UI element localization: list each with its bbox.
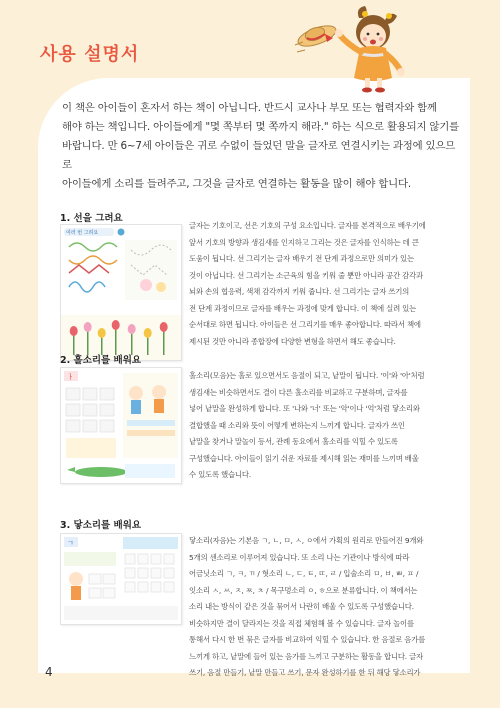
section-3-thumbnail	[60, 533, 182, 625]
girl-illustration	[255, 0, 405, 95]
section-heading-1: 1. 선을 그려요	[60, 213, 123, 224]
title-part2: 설명서	[84, 44, 140, 65]
section-heading-3: 3. 닿소리를 배워요	[60, 520, 142, 531]
section-1-text: 글자는 기호이고, 선은 기호의 구성 요소입니다. 글자를 본격적으로 배우기에 앞서 기호의 방향과 생김새를 인지하고 그리는 것은 글자를 인식하는 데 큰 도움이 됩니다. 선 그리기는 글자 배우기 전 단계 과정으로만 의미가 있는 것이 아닙니다. 선 그리기는 소근육의 힘을 키워 줄 뿐만 아니라 공간 감각과 뇌와 손의 협응력, 색채 감각까지 키워 줍니다. 선 그리기는 글자 쓰기의 전 단계 과정이므로 글자를 배우는 과정에 맞게 합니다. 이 책에 실려 있는 순서대로 하면 됩니다. 아이들은 선 그리기를 매우 좋아합니다. 따라서 책에 제시된 것만 아니라 종합장에 다양한 변형을 하면서 해도 좋습니다.	[189, 221, 426, 346]
section-1-thumbnail	[60, 224, 182, 361]
section-3-text: 닿소리(자음)는 기본음 ㄱ, ㄴ, ㅁ, ㅅ, ㅇ에서 가획의 원리로 만들어진 9개와 5개의 센소리로 이루어져 있습니다. 또 소리 나는 기관이나 방식에 따라 어금닛소리 ㄱ, ㅋ, ㄲ / 혓소리 ㄴ, ㄷ, ㅌ, ㄸ, ㄹ / 입술소리 ㅁ, ㅂ, ㅃ, ㅍ / 잇소리 ㅅ, ㅆ, ㅈ, ㅉ, ㅊ / 목구멍소리 ㅇ, ㅎ으로 분류합니다. 이 책에서는 소리 내는 방식이 같은 것을 묶어서 나란히 배울 수 있도록 구성했습니다. 비슷하지만 결이 달라지는 것을 직접 체험해 볼 수 있습니다. 글자 놀이를 통해서 다시 한 번 묶은 글자를 비교하여 익힐 수 있습니다. 한 음절로 음가를 느끼게 하고, 낱말에 들어 있는 음가를 느끼고 구분하는 활동을 합니다. 글자 쓰기, 음절 만들기, 낱말 만들고 쓰기, 문자 완성하기를 한 뒤 해당 닿소리가	[189, 536, 426, 677]
page-number: 4	[45, 665, 53, 679]
thumb3-title: ㄱ	[67, 539, 74, 547]
title-part1: 사용	[40, 44, 77, 65]
thumb1-title: 여러 번 그려요	[66, 230, 99, 236]
section-heading-2: 2. 홀소리를 배워요	[60, 355, 142, 366]
section-2-thumbnail	[60, 367, 182, 484]
section-2-text: 홀소리(모음)는 홀로 있으면서도 음절이 되고, 낱말이 됩니다. '이'와 '아'처럼 생김새는 비슷하면서도 결이 다른 홀소리를 비교하고 구분하며, 글자를 넣어 낱말을 완성하게 합니다. 또 '나와 '너' 또는 '악'이나 '억'처럼 닿소리와 결합했을 때 소리와 뜻이 어떻게 변하는지 느끼게 합니다. 글자가 쓰인 낱말을 찾거나 말놀이 등서, 관례 동요에서 홀소리를 익힐 수 있도록 구성했습니다. 아이들이 읽기 쉬운 자료를 제시해 읽는 재미를 느끼며 배울 수 있도록 했습니다.	[189, 371, 425, 479]
page-title	[40, 40, 139, 66]
intro-paragraph: 이 책은 아이들이 혼자서 하는 책이 아닙니다. 반드시 교사나 부모 또는 협력자와 함께 해야 하는 책입니다. 아이들에게 "몇 쪽부터 몇 쪽까지 해라." 하는 식으로 활용되지 않기를 바랍니다. 만 6~7세 아이들은 귀로 수없이 들었던 말을 글자로 연결시키는 과정에 있으므로 아이들에게 소리를 들려주고, 그것을 글자로 연결하는 활동을 많이 해야 합니다.	[62, 102, 459, 190]
thumb2-title: ㅏ	[67, 373, 74, 381]
